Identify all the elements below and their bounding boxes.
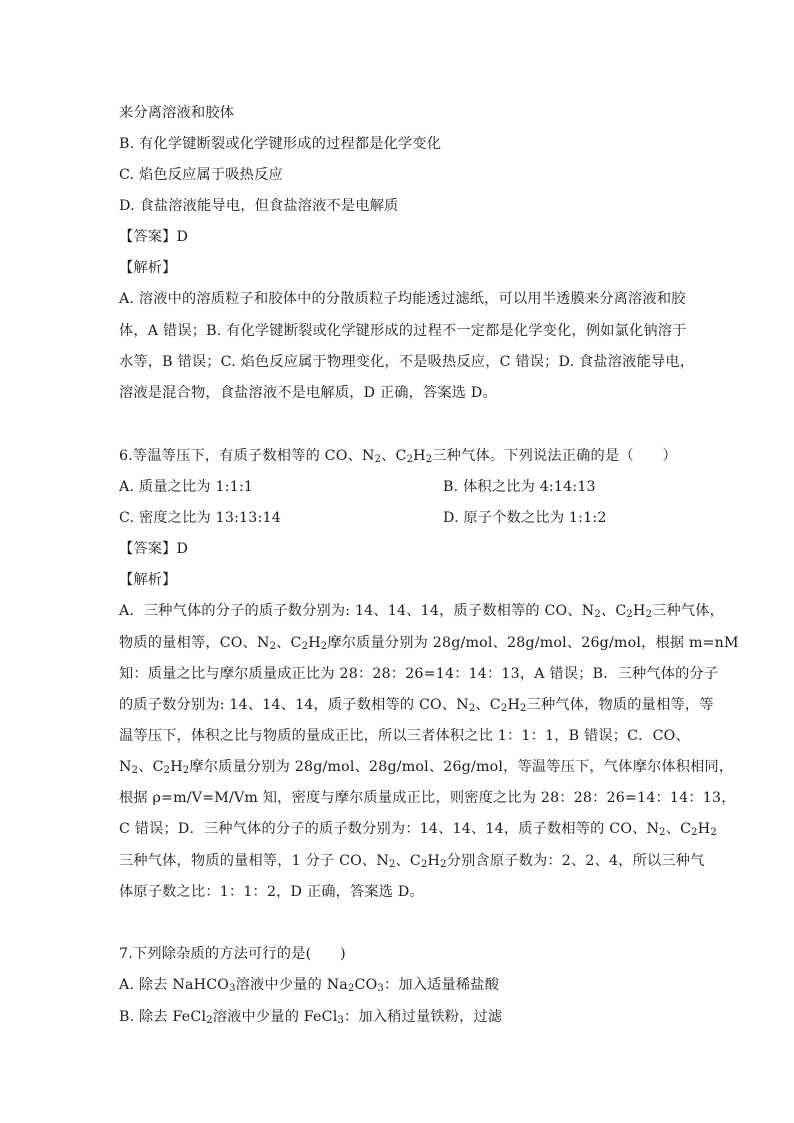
q7-stem: 7.下列除杂质的方法可行的是( ): [119, 946, 346, 962]
q5-analysis-line-1: A. 溶液中的溶质粒子和胶体中的分散质粒子均能透过滤纸，可以用半透膜来分离溶液和胶: [119, 291, 686, 307]
q6-option-b: B. 体积之比为 4:14:13: [443, 479, 596, 495]
q6-answer: 【答案】D: [119, 541, 189, 557]
q6-stem: 6.等温等压下，有质子数相等的 CO、$N_2$、$C_2H_2$三种气体。下列说法正确的是（ ）: [119, 448, 677, 465]
q6-option-a: A. 质量之比为 1:1:1: [119, 479, 254, 495]
q6-analysis-line-10: 体原子数之比：1：1：2，D 正确，答案选 D。: [119, 884, 424, 900]
q6-analysis-line-2: 物质的量相等，CO、$N_2$、$C_2H_2$摩尔质量分别为 28g/mol、28g/mol、26g/mol，根据 m=nM: [119, 635, 739, 652]
q6-analysis-line-1: A．三种气体的分子的质子数分别为: 14、14、14，质子数相等的 CO、$N_2$、$C_2H_2$三种气体，: [119, 603, 725, 620]
q5-analysis-line-2: 体，A 错误；B. 有化学键断裂或化学键形成的过程不一定都是化学变化，例如氯化钠溶于: [119, 323, 687, 339]
q6-analysis-line-8: C 错误；D．三种气体的分子的质子数分别为：14、14、14，质子数相等的 CO、$N_2$、$C_2H_2$: [119, 821, 717, 838]
q6-analysis-line-9: 三种气体，物质的量相等，1 分子 CO、$N_2$、$C_2H_2$分别含原子数为：2、2、4，所以三种气: [119, 853, 705, 870]
q7-option-a: A. 除去 NaHCO$_3$溶液中少量的 $Na_2CO_3$：加入适量稀盐酸: [119, 977, 500, 994]
q6-option-d: D. 原子个数之比为 1:1:2: [443, 510, 607, 526]
q6-analysis-heading: 【解析】: [119, 572, 177, 588]
q6-analysis-line-3: 知：质量之比与摩尔质量成正比为 28：28：26=14：14：13，A 错误；B．三种气体的分子: [119, 666, 719, 682]
q6-analysis-line-4: 的质子数分别为: 14、14、14，质子数相等的 CO、$N_2$、$C_2H_2$三种气体，物质的量相等，等: [119, 697, 714, 714]
q5-analysis-line-3: 水等，B 错误；C. 焰色反应属于物理变化，不是吸热反应，C 错误；D. 食盐溶液能导电，: [119, 354, 695, 370]
q5-option-d: D. 食盐溶液能导电，但食盐溶液不是电解质: [119, 198, 399, 214]
q5-option-c: C. 焰色反应属于吸热反应: [119, 167, 283, 183]
q5-option-a-continuation: 来分离溶液和胶体: [119, 105, 235, 121]
q5-answer: 【答案】D: [119, 229, 189, 245]
q5-option-b: B. 有化学键断裂或化学键形成的过程都是化学变化: [119, 136, 442, 152]
q5-analysis-line-4: 溶液是混合物，食盐溶液不是电解质，D 正确，答案选 D。: [119, 385, 497, 401]
q6-analysis-line-7: 根据 ρ=m/V=M/Vm 知，密度与摩尔质量成正比，则密度之比为 28：28：26=14：14：13，: [119, 790, 736, 806]
q6-analysis-line-6: $N_2$、$C_2H_2$摩尔质量分别为 28g/mol、28g/mol、26g/mol，等温等压下，气体摩尔体积相同，: [119, 759, 734, 776]
q6-analysis-line-5: 温等压下，体积之比与物质的量成正比，所以三者体积之比 1：1：1，B 错误；C．CO、: [119, 728, 690, 744]
q6-option-c: C. 密度之比为 13:13:14: [119, 510, 281, 526]
q5-analysis-heading: 【解析】: [119, 260, 177, 276]
q7-option-b: B. 除去 FeCl$_2$溶液中少量的 FeCl$_3$：加入稍过量铁粉，过滤: [119, 1009, 503, 1026]
